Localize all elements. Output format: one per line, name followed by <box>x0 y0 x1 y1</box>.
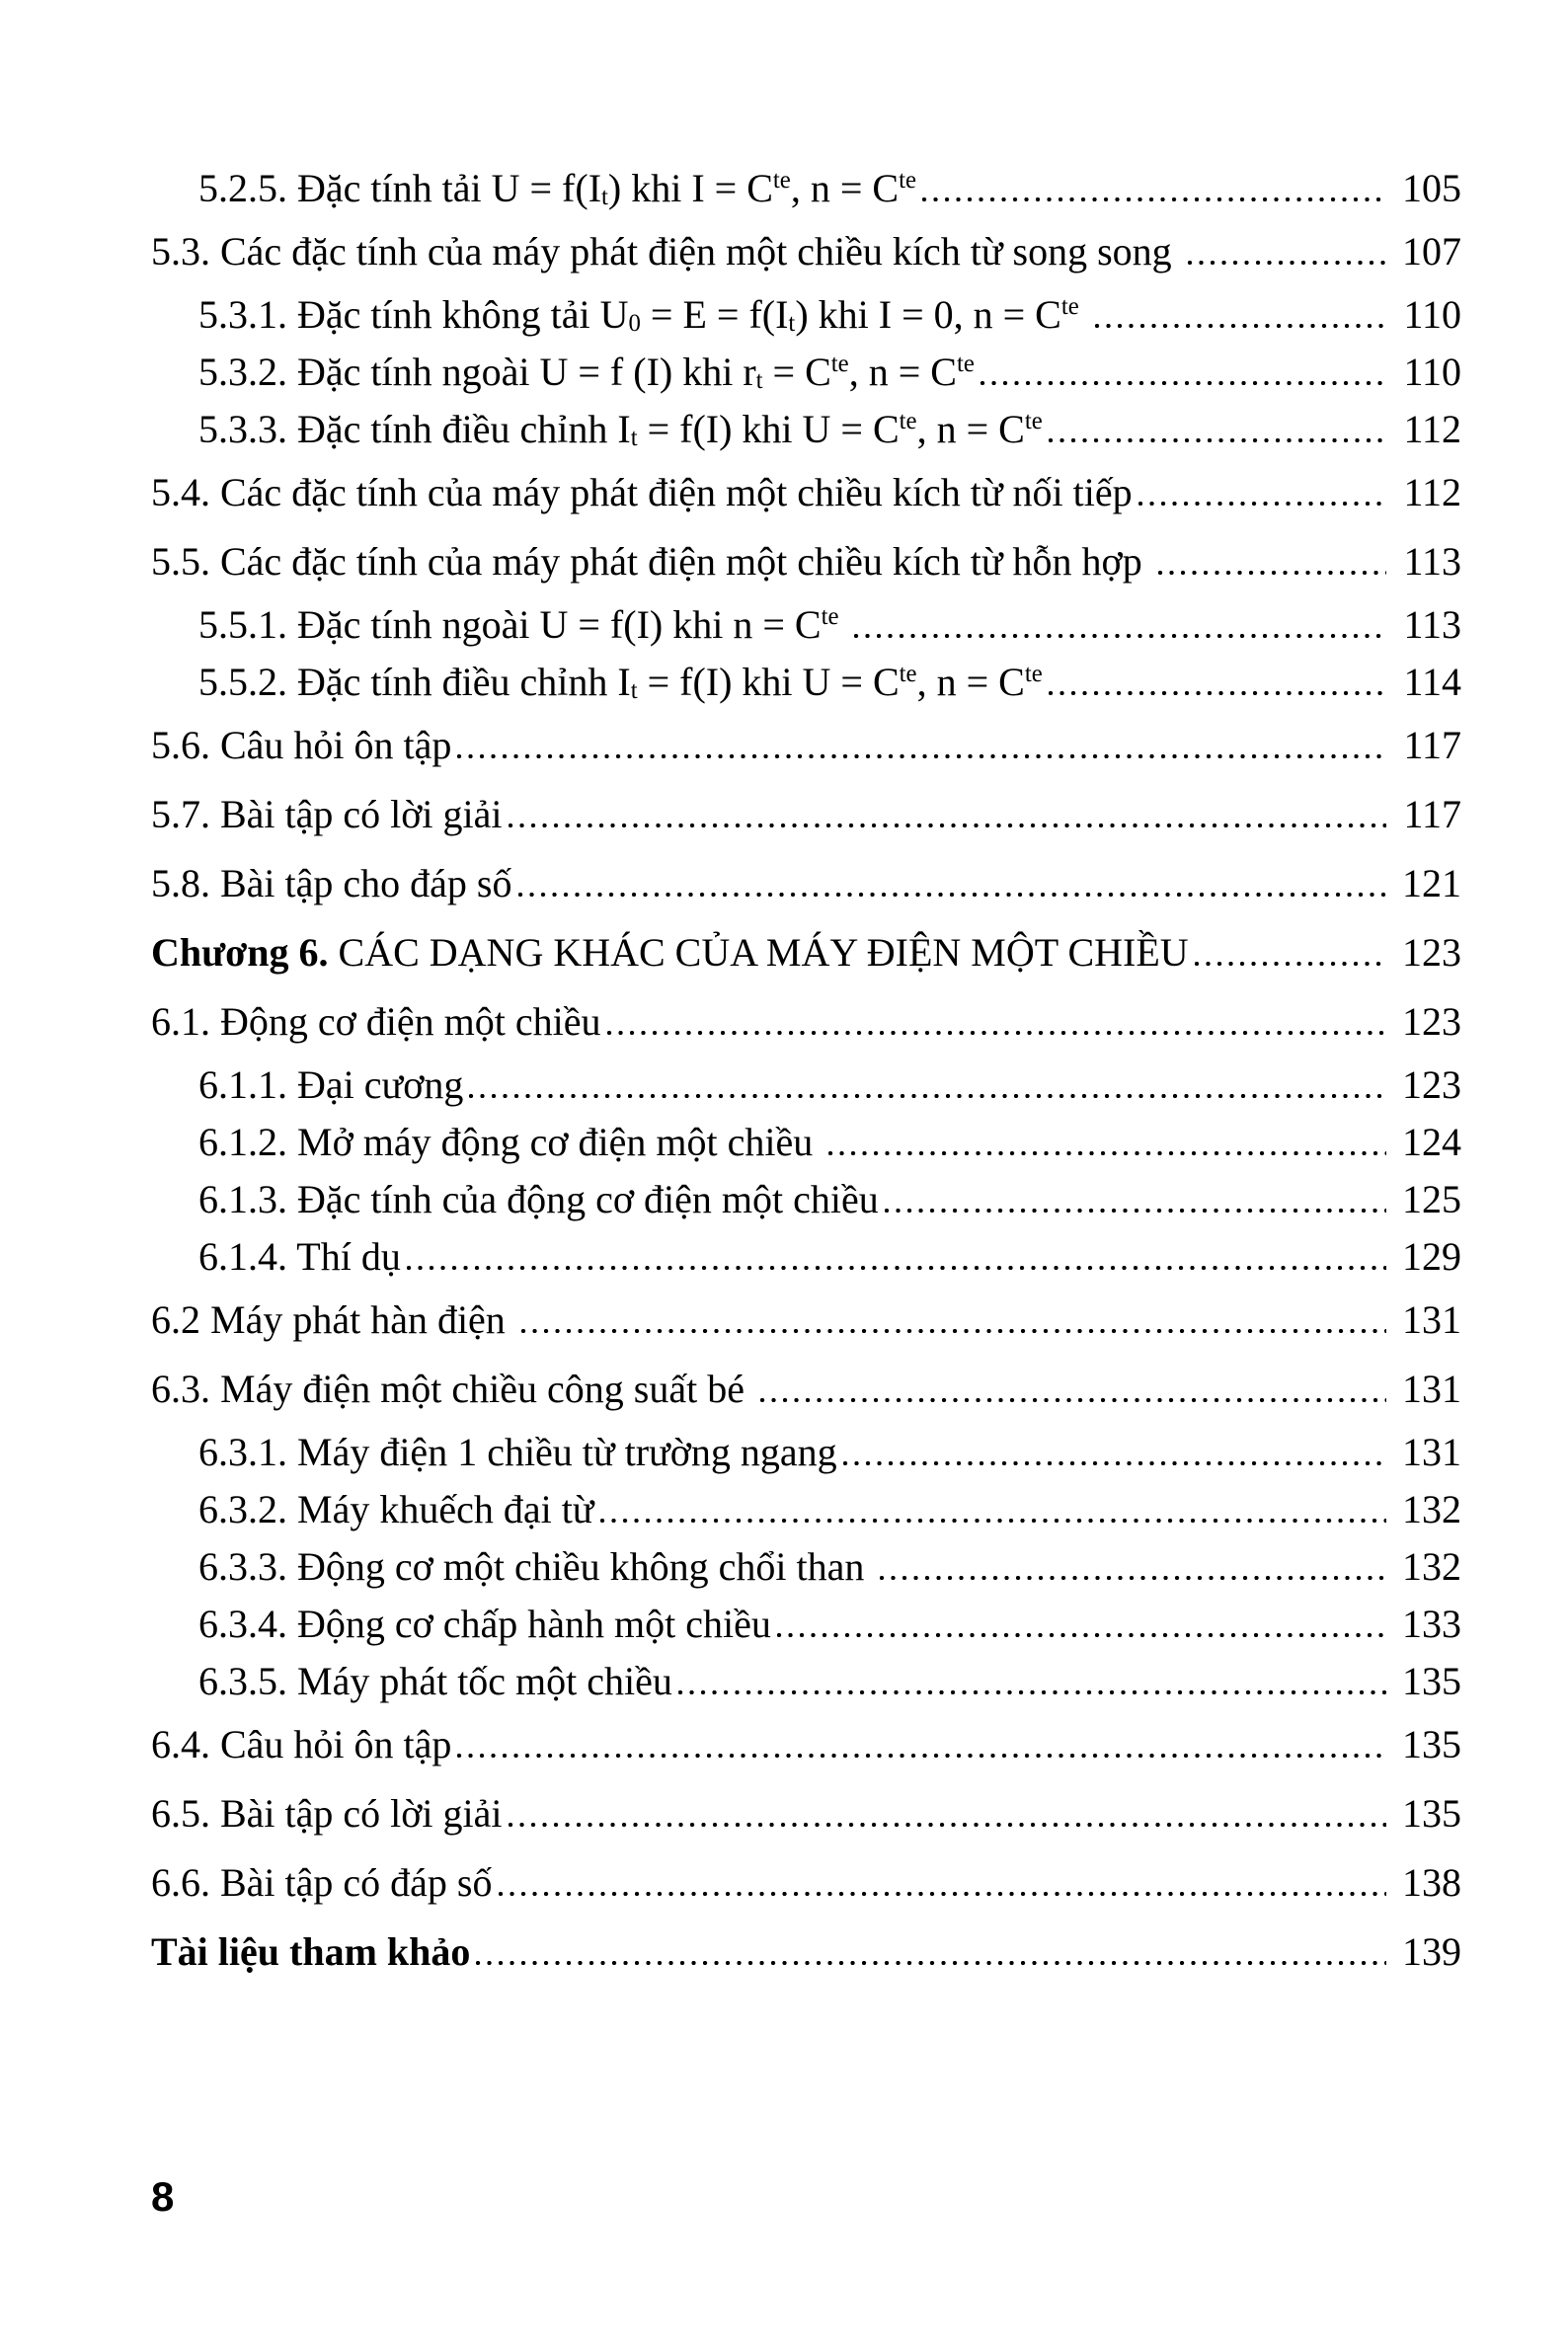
toc-entry-title <box>198 1481 594 1538</box>
toc-entry <box>151 786 1461 843</box>
toc-title-segment: te <box>899 661 917 688</box>
toc-entry <box>151 596 1461 654</box>
toc-title-segment: Tài liệu tham khảo <box>151 1929 471 1974</box>
dot-leader <box>1049 438 1386 442</box>
toc-entry <box>151 1538 1461 1596</box>
toc-title-segment: 6.1.4. Thí dụ <box>198 1234 401 1279</box>
toc-title-segment: 5.3.3. Đặc tính điều chỉnh I <box>198 407 631 451</box>
dot-leader <box>922 197 1386 201</box>
toc-entry <box>151 1424 1461 1481</box>
toc-entry-title <box>151 717 451 774</box>
dot-leader <box>476 1961 1386 1965</box>
toc-title-segment: , n = C <box>848 350 957 394</box>
toc-entry-page-number: 131 <box>1402 1297 1461 1342</box>
toc-title-segment: te <box>1024 661 1043 688</box>
toc-title-segment <box>1079 292 1089 337</box>
toc-entry-page-number: 132 <box>1402 1487 1461 1531</box>
toc-entry <box>151 1171 1461 1228</box>
toc-entry-title <box>151 1292 515 1349</box>
toc-entry <box>151 1228 1461 1286</box>
toc-entry-title <box>198 1596 771 1653</box>
toc-title-segment: = f(I) khi U = C <box>637 660 900 704</box>
dot-leader <box>457 754 1386 758</box>
toc-title-segment: 6.3.4. Động cơ chấp hành một chiều <box>198 1602 771 1646</box>
dot-leader <box>1095 324 1386 328</box>
toc-entry <box>151 1481 1461 1538</box>
toc-entry-page-number: 117 <box>1403 792 1461 836</box>
toc-entry-page-number: 133 <box>1402 1602 1461 1646</box>
toc-entry-title <box>151 1785 503 1842</box>
toc-title-segment: 5.5. Các đặc tính của máy phát điện một chiều kích từ hỗn hợp <box>151 539 1152 584</box>
toc-entry-title <box>151 464 1133 521</box>
toc-title-segment: te <box>1060 293 1079 321</box>
toc-entry <box>151 1361 1461 1418</box>
dot-leader <box>777 1633 1386 1637</box>
toc-title-segment: 6.3.2. Máy khuếch đại từ <box>198 1487 594 1531</box>
toc-entry-page-number: 135 <box>1402 1791 1461 1836</box>
toc-entry-title <box>151 1361 754 1418</box>
dot-leader <box>760 1398 1386 1402</box>
toc-entry-title <box>151 223 1182 280</box>
toc-title-segment: 6.3.3. Động cơ một chiều không chổi than <box>198 1544 875 1589</box>
dot-leader <box>407 1266 1386 1270</box>
toc-title-segment: t <box>788 310 796 338</box>
toc-entry-page-number: 110 <box>1403 350 1461 394</box>
footer-page-number: 8 <box>151 2173 175 2220</box>
toc-entry-title <box>198 1538 874 1596</box>
toc-title-segment: 5.5.1. Đặc tính ngoài U = f(I) khi n = C <box>198 602 822 647</box>
toc-title-segment: 6.3.5. Máy phát tốc một chiều <box>198 1659 672 1703</box>
toc-title-segment: 6.5. Bài tập có lời giải <box>151 1791 503 1836</box>
toc-entry-title <box>151 533 1152 590</box>
toc-entry-page-number: 113 <box>1403 602 1461 647</box>
toc-title-segment: t <box>601 184 608 211</box>
toc-entry-page-number: 123 <box>1402 999 1461 1044</box>
toc-entry-page-number: 139 <box>1402 1929 1461 1974</box>
toc-entry <box>151 1854 1461 1912</box>
toc-entry-title <box>198 1228 401 1286</box>
toc-title-segment: te <box>956 351 975 378</box>
toc-entry-title <box>198 1114 823 1171</box>
dot-leader <box>499 1892 1387 1896</box>
toc-entry <box>151 855 1461 912</box>
toc-entry-title <box>151 1716 451 1773</box>
toc-entry-page-number: 135 <box>1402 1722 1461 1766</box>
toc-entry <box>151 1923 1461 1981</box>
toc-title-segment: 5.6. Câu hỏi ôn tập <box>151 723 452 767</box>
toc-entry <box>151 1596 1461 1653</box>
dot-leader <box>678 1690 1386 1694</box>
dot-leader <box>509 1823 1386 1827</box>
toc-entry-title <box>198 1653 672 1710</box>
toc-entry-title <box>198 344 975 401</box>
toc-title-segment: te <box>899 408 917 435</box>
dot-leader <box>1158 571 1386 575</box>
toc-entry-page-number: 117 <box>1403 723 1461 767</box>
dot-leader <box>885 1209 1386 1213</box>
toc-title-segment: Chương 6. <box>151 930 329 975</box>
toc-title-segment: 6.1. Động cơ điện một chiều <box>151 999 601 1044</box>
toc-title-segment: 5.2.5. Đặc tính tải U = f(I <box>198 166 602 210</box>
toc-title-segment: 5.7. Bài tập có lời giải <box>151 792 503 836</box>
toc-entry-page-number: 131 <box>1402 1367 1461 1411</box>
toc-entry-title <box>198 1424 837 1481</box>
toc-entry-title <box>198 160 916 217</box>
toc-entry-title <box>198 1171 879 1228</box>
toc-entry <box>151 464 1461 521</box>
toc-title-segment: 5.3.1. Đặc tính không tải U <box>198 292 629 337</box>
toc-entry-page-number: 138 <box>1402 1860 1461 1905</box>
toc-title-segment: te <box>772 167 791 195</box>
toc-entry-page-number: 123 <box>1402 1062 1461 1107</box>
toc-entry-page-number: 124 <box>1402 1120 1461 1164</box>
toc-title-segment: 6.2 Máy phát hàn điện <box>151 1297 515 1342</box>
toc-entry <box>151 344 1461 401</box>
toc-title-segment: t <box>630 425 638 452</box>
toc-entry-title <box>151 1854 493 1912</box>
toc-entry-title <box>151 786 503 843</box>
dot-leader <box>980 381 1386 385</box>
toc-entry-page-number: 132 <box>1402 1544 1461 1589</box>
toc-entry <box>151 1114 1461 1171</box>
dot-leader <box>521 1329 1386 1333</box>
dot-leader <box>607 1031 1386 1035</box>
toc-entry-title <box>151 855 512 912</box>
toc-title-segment: 6.3. Máy điện một chiều công suất bé <box>151 1367 754 1411</box>
toc-entry <box>151 401 1461 458</box>
toc-entry-page-number: 114 <box>1403 660 1461 704</box>
toc-title-segment: , n = C <box>916 660 1025 704</box>
dot-leader <box>509 823 1386 827</box>
toc-entry-page-number: 107 <box>1402 229 1461 274</box>
toc-title-segment: 5.8. Bài tập cho đáp số <box>151 861 512 905</box>
dot-leader <box>600 1519 1387 1523</box>
toc-title-segment: 0 <box>628 310 641 338</box>
toc-entry-page-number: 123 <box>1402 930 1461 975</box>
toc-title-segment: 6.1.2. Mở máy động cơ điện một chiều <box>198 1120 823 1164</box>
toc-title-segment: CÁC DẠNG KHÁC CỦA MÁY ĐIỆN MỘT CHIỀU <box>328 930 1189 975</box>
toc-entry-page-number: 112 <box>1403 470 1461 514</box>
toc-title-segment: 6.1.1. Đại cương <box>198 1062 464 1107</box>
toc-entry-title <box>198 1057 463 1114</box>
toc-entry <box>151 924 1461 981</box>
toc-title-segment: 6.6. Bài tập có đáp số <box>151 1860 493 1905</box>
toc-entry-title <box>151 924 1189 981</box>
toc-title-segment: ) khi I = C <box>607 166 773 210</box>
toc-entry <box>151 1292 1461 1349</box>
dot-leader <box>880 1576 1386 1580</box>
toc-entry-page-number: 113 <box>1403 539 1461 584</box>
toc-title-segment: 6.4. Câu hỏi ôn tập <box>151 1722 452 1766</box>
dot-leader <box>1138 502 1386 506</box>
toc-title-segment: te <box>1024 408 1043 435</box>
dot-leader <box>1195 962 1386 966</box>
toc-entry <box>151 223 1461 280</box>
toc-entry-title <box>198 596 848 654</box>
toc-entry-page-number: 112 <box>1403 407 1461 451</box>
dot-leader <box>1188 261 1386 265</box>
toc-entry-page-number: 105 <box>1402 166 1461 210</box>
toc-title-segment: 5.3. Các đặc tính của máy phát điện một chiều kích từ song song <box>151 229 1182 274</box>
toc-entry-page-number: 131 <box>1402 1430 1461 1474</box>
toc-entry-title <box>151 1923 470 1981</box>
toc-title-segment: , n = C <box>790 166 900 210</box>
toc-title-segment: 5.5.2. Đặc tính điều chỉnh I <box>198 660 631 704</box>
dot-leader <box>843 1461 1386 1465</box>
toc-title-segment: te <box>830 351 849 378</box>
dot-leader <box>828 1151 1386 1155</box>
toc-entry <box>151 1716 1461 1773</box>
toc-entry-page-number: 129 <box>1402 1234 1461 1279</box>
toc-list <box>151 160 1461 1987</box>
dot-leader <box>457 1754 1386 1758</box>
toc-entry <box>151 286 1461 344</box>
toc-entry-page-number: 125 <box>1402 1177 1461 1221</box>
toc-title-segment: = f(I) khi U = C <box>637 407 900 451</box>
toc-entry <box>151 717 1461 774</box>
toc-entry <box>151 1785 1461 1842</box>
toc-entry-page-number: 121 <box>1402 861 1461 905</box>
dot-leader <box>518 893 1387 897</box>
toc-entry-page-number: 135 <box>1402 1659 1461 1703</box>
toc-title-segment: = C <box>762 350 831 394</box>
toc-title-segment: 5.4. Các đặc tính của máy phát điện một chiều kích từ nối tiếp <box>151 470 1133 514</box>
toc-title-segment: t <box>755 367 763 395</box>
toc-title-segment: 5.3.2. Đặc tính ngoài U = f (I) khi r <box>198 350 756 394</box>
dot-leader <box>469 1094 1386 1098</box>
toc-title-segment: , n = C <box>916 407 1025 451</box>
toc-entry-page-number: 110 <box>1403 292 1461 337</box>
dot-leader <box>854 634 1386 638</box>
toc-title-segment: = E = f(I <box>640 292 789 337</box>
dot-leader <box>1049 691 1386 695</box>
toc-title-segment: 6.1.3. Đặc tính của động cơ điện một chiều <box>198 1177 879 1221</box>
toc-entry <box>151 993 1461 1051</box>
toc-entry <box>151 1653 1461 1710</box>
toc-title-segment: ) khi I = 0, n = C <box>795 292 1061 337</box>
toc-title-segment: 6.3.1. Máy điện 1 chiều từ trường ngang <box>198 1430 837 1474</box>
toc-entry-title <box>198 286 1089 344</box>
toc-title-segment <box>838 602 848 647</box>
toc-entry-title <box>151 993 601 1051</box>
toc-title-segment: te <box>821 603 839 631</box>
toc-entry <box>151 533 1461 590</box>
toc-entry <box>151 654 1461 711</box>
toc-entry-title <box>198 401 1043 458</box>
toc-title-segment: t <box>630 677 638 705</box>
toc-entry <box>151 160 1461 217</box>
toc-entry <box>151 1057 1461 1114</box>
toc-entry-title <box>198 654 1043 711</box>
toc-title-segment: te <box>899 167 916 195</box>
